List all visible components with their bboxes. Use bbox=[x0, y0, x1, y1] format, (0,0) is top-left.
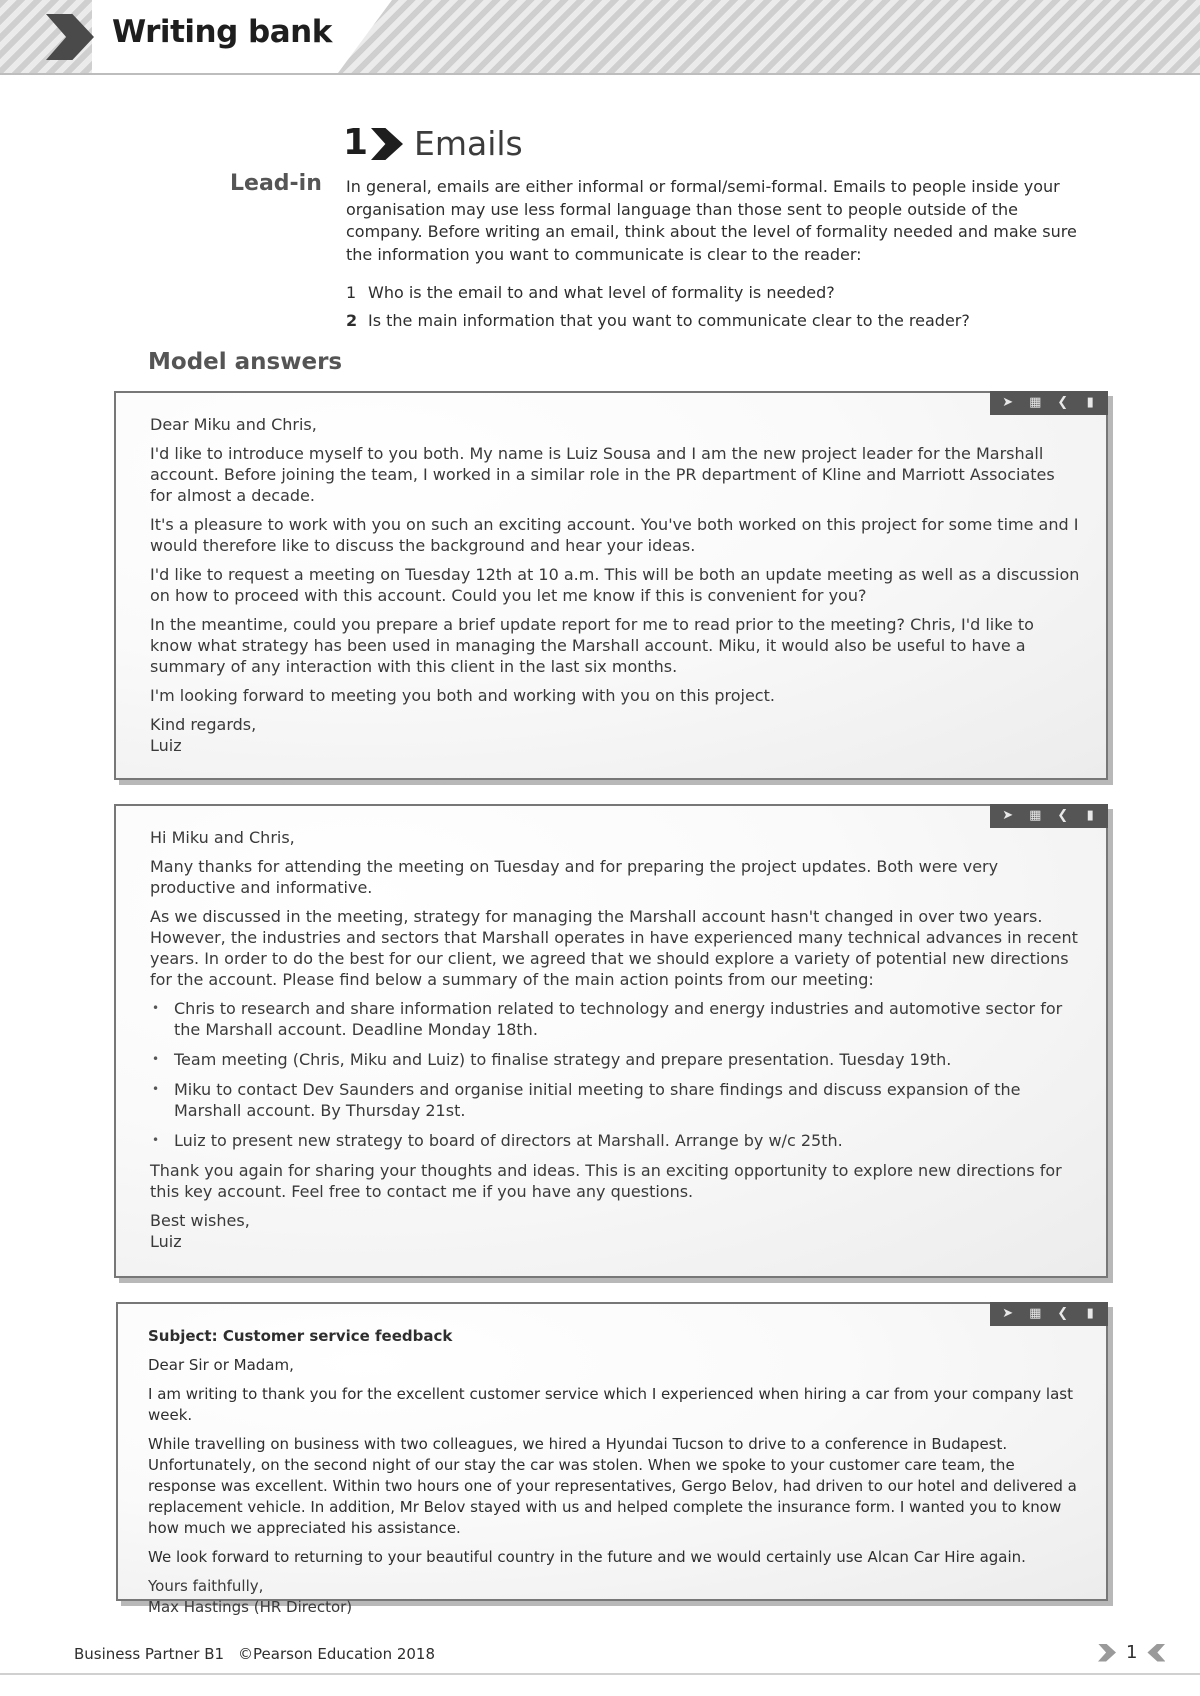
section-title: Emails bbox=[414, 124, 523, 163]
email-closing: Kind regards, bbox=[150, 715, 257, 734]
question-text: Is the main information that you want to communicate clear to the reader? bbox=[368, 311, 970, 330]
question-text: Who is the email to and what level of formality is needed? bbox=[368, 283, 835, 302]
email-paragraph: I'd like to introduce myself to you both. My name is Luiz Sousa and I am the new project leader for the Marshall account. Before joining the team, I worked in a similar role in the PR department of Kline and Marriott Associates for almost a decade. bbox=[150, 444, 1055, 505]
email-model-3 bbox=[116, 1302, 1108, 1616]
email-model-1 bbox=[114, 391, 1108, 780]
save-icon[interactable]: ▦ bbox=[1029, 808, 1042, 823]
footer-copyright: ©Pearson Education 2018 bbox=[238, 1645, 436, 1663]
chevron-right-icon bbox=[1098, 1644, 1116, 1662]
email-subject: Subject: Customer service feedback bbox=[148, 1327, 453, 1345]
email-paragraph: While travelling on business with two colleagues, we hired a Hyundai Tucson to drive to a conference in Budapest. Unfortunately, on the second night of our stay the car was stolen. When we spoke to your customer care team, the response was excellent. Within two hours one of your representatives, Gergo Belov, had driven to our hotel and delivered a replacement vehicle. In addition, Mr Belov stayed with us and helped complete the insurance form. I wanted you to know how much we appreciated his assistance. bbox=[148, 1435, 1077, 1537]
email-paragraph: I'm looking forward to meeting you both and working with you on this project. bbox=[150, 686, 775, 705]
question-number: 2 bbox=[346, 311, 358, 330]
email-greeting: Dear Miku and Chris, bbox=[150, 415, 317, 434]
email-closing: Yours faithfully, bbox=[148, 1577, 264, 1595]
email-paragraph: It's a pleasure to work with you on such an exciting account. You've both worked on this project for some time and I would therefore like to discuss the background and hear your ideas. bbox=[150, 515, 1079, 555]
email-signature: Luiz bbox=[150, 736, 182, 755]
question-number: 1 bbox=[346, 283, 357, 302]
header-rule bbox=[0, 73, 1200, 75]
question-item bbox=[346, 311, 970, 330]
email-toolbar bbox=[990, 391, 1108, 415]
trash-icon[interactable]: ▮ bbox=[1086, 1306, 1094, 1321]
question-item bbox=[346, 283, 835, 302]
page-footer bbox=[74, 1645, 435, 1663]
save-icon[interactable]: ▦ bbox=[1029, 1306, 1042, 1321]
pin-icon[interactable]: ➤ bbox=[1002, 1306, 1014, 1321]
section-number: 1 bbox=[343, 122, 369, 163]
model-answers-heading: Model answers bbox=[148, 349, 343, 375]
footer-rule bbox=[0, 1673, 1200, 1675]
leadin-label: Lead-in bbox=[230, 171, 322, 196]
save-icon[interactable]: ▦ bbox=[1029, 395, 1042, 410]
email-paragraph: I am writing to thank you for the excellent customer service which I experienced when hiring a car from your company last week. bbox=[148, 1385, 1073, 1424]
email-paragraph: Many thanks for attending the meeting on Tuesday and for preparing the project updates. Both were very productive and informative. bbox=[150, 857, 999, 897]
page-number: 1 bbox=[1126, 1642, 1138, 1663]
trash-icon[interactable]: ▮ bbox=[1086, 395, 1094, 410]
email-paragraph: As we discussed in the meeting, strategy for managing the Marshall account hasn't changed in over two years. However, the industries and sectors that Marshall operates in have experienced many technical advances in recent years. In order to do the best for our client, we agreed that we should explore a variety of potential new directions for the account. Please find below a summary of the main action points from our meeting: bbox=[150, 907, 1078, 989]
email-greeting: Dear Sir or Madam, bbox=[148, 1356, 294, 1374]
action-points-list bbox=[150, 998, 1080, 1151]
pin-icon[interactable]: ➤ bbox=[1002, 808, 1014, 823]
list-item: • Chris to research and share information related to technology and energy industries and automotive sector for the Marshall account. Deadline Monday 18th. bbox=[150, 998, 1080, 1040]
list-item: • Miku to contact Dev Saunders and organise initial meeting to share findings and discuss expansion of the Marshall account. By Thursday 21st. bbox=[150, 1079, 1080, 1121]
back-icon[interactable]: ❮ bbox=[1057, 1306, 1069, 1321]
email-greeting: Hi Miku and Chris, bbox=[150, 828, 295, 847]
section-chevron-icon bbox=[371, 128, 403, 160]
page-number-group bbox=[1098, 1642, 1165, 1663]
email-signature: Luiz bbox=[150, 1232, 182, 1251]
email-model-2 bbox=[114, 804, 1108, 1278]
list-item: • Team meeting (Chris, Miku and Luiz) to finalise strategy and prepare presentation. Tuesday 19th. bbox=[150, 1049, 1080, 1070]
footer-book-title: Business Partner B1 bbox=[74, 1645, 225, 1663]
page-header bbox=[0, 0, 1200, 74]
email-paragraph: Thank you again for sharing your thoughts and ideas. This is an exciting opportunity to explore new directions for this key account. Feel free to contact me if you have any questions. bbox=[150, 1161, 1062, 1201]
email-paragraph: We look forward to returning to your beautiful country in the future and we would certainly use Alcan Car Hire again. bbox=[148, 1548, 1026, 1566]
email-paragraph: In the meantime, could you prepare a brief update report for me to read prior to the meeting? Chris, I'd like to know what strategy has been used in managing the Marshall account. Miku, it would also be useful to have a summary of any interaction with this client in the last six months. bbox=[150, 615, 1034, 676]
chevron-left-icon bbox=[1147, 1644, 1165, 1662]
email-signature: Max Hastings (HR Director) bbox=[148, 1598, 353, 1616]
trash-icon[interactable]: ▮ bbox=[1086, 808, 1094, 823]
list-item: • Luiz to present new strategy to board of directors at Marshall. Arrange by w/c 25th. bbox=[150, 1130, 1080, 1151]
email-paragraph: I'd like to request a meeting on Tuesday 12th at 10 a.m. This will be both an update meeting as well as a discussion on how to proceed with this account. Could you let me know if this is convenient for you? bbox=[150, 565, 1080, 605]
back-icon[interactable]: ❮ bbox=[1057, 395, 1069, 410]
email-toolbar bbox=[990, 1302, 1108, 1326]
pin-icon[interactable]: ➤ bbox=[1002, 395, 1014, 410]
email-toolbar bbox=[990, 804, 1108, 828]
leadin-text: In general, emails are either informal or formal/semi-formal. Emails to people inside your organisation may use less formal language than those sent to people outside of the company. Before writing an email, think about the level of formality needed and make sure the information you want to communicate is clear to the reader: bbox=[346, 177, 1077, 264]
back-icon[interactable]: ❮ bbox=[1057, 808, 1069, 823]
header-title: Writing bank bbox=[112, 14, 332, 50]
email-closing: Best wishes, bbox=[150, 1211, 250, 1230]
